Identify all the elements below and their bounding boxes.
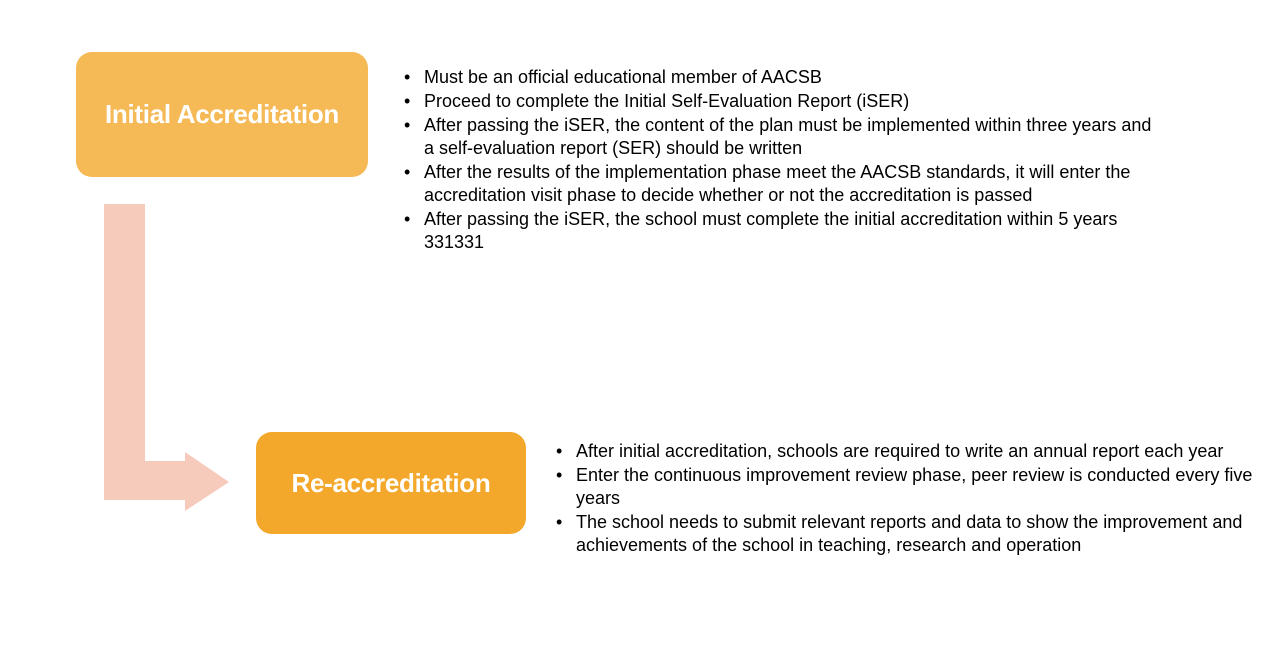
initial-item-5-text: After passing the iSER, the school must complete the initial accreditation within 5 years 331331 [424,209,1118,252]
re-item-2 [556,464,1256,510]
bullet-icon: • [404,115,411,135]
initial-item-5 [404,208,1164,254]
initial-accreditation-box [76,52,368,177]
initial-item-4 [404,161,1164,207]
initial-accreditation-list [404,66,1164,255]
bullet-icon: • [556,465,563,485]
initial-item-2-text: Proceed to complete the Initial Self-Evaluation Report (iSER) [424,91,910,111]
bullet-icon: • [404,162,411,182]
initial-accreditation-title: Initial Accreditation [105,99,339,129]
bullet-icon: • [556,441,563,461]
re-item-1 [556,440,1256,463]
initial-item-3-text: After passing the iSER, the content of the plan must be implemented within three years and a self-evaluation report (SER) should be written [424,115,1152,158]
re-accreditation-box [256,432,526,534]
re-item-1-text: After initial accreditation, schools are required to write an annual report each year [576,441,1224,461]
initial-item-4-text: After the results of the implementation phase meet the AACSB standards, it will enter the accreditation visit phase to decide whether or not the accreditation is passed [424,162,1131,205]
re-item-3-text: The school needs to submit relevant reports and data to show the improvement and achievements of the school in teaching, research and operation [576,512,1243,555]
initial-item-1-text: Must be an official educational member of AACSB [424,67,822,87]
initial-item-3 [404,114,1164,160]
initial-item-2 [404,90,1164,113]
initial-item-1 [404,66,1164,89]
re-accreditation-list [556,440,1256,558]
l-shaped-arrow [104,204,229,511]
re-item-3 [556,511,1256,557]
bullet-icon: • [556,512,563,532]
bullet-icon: • [404,209,411,229]
re-item-2-text: Enter the continuous improvement review phase, peer review is conducted every five years [576,465,1253,508]
bullet-icon: • [404,91,411,111]
bullet-icon: • [404,67,411,87]
re-accreditation-title: Re-accreditation [291,467,491,498]
